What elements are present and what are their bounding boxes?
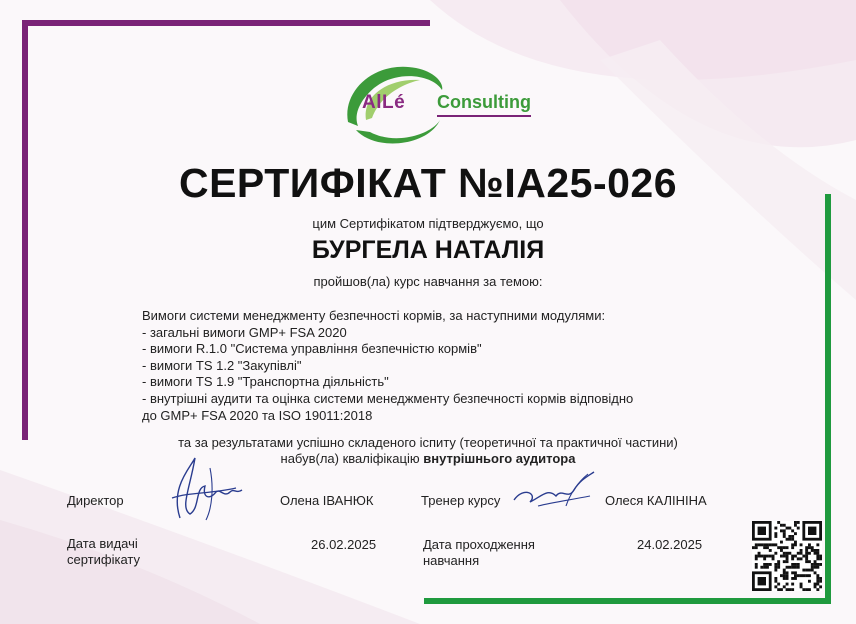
passed-text: пройшов(ла) курс навчання за темою: — [313, 274, 543, 289]
result-text — [0, 435, 856, 467]
training-date: 24.02.2025 — [637, 537, 703, 552]
trainer-signature-icon — [508, 466, 598, 516]
course-heading: Вимоги системи менеджменту безпечності кормів, за наступними модулями: — [142, 308, 606, 323]
frame-bottom-green — [424, 598, 831, 604]
qr-code-icon[interactable] — [752, 521, 822, 591]
logo-brand: AlLé — [362, 92, 406, 113]
course-module: - вимоги R.1.0 "Система управління безпечністю кормів" — [142, 341, 482, 357]
frame-top-purple — [22, 20, 430, 26]
trainer-name: Олеся КАЛІНІНА — [605, 493, 707, 508]
course-module: - вимоги TS 1.9 "Транспортна діяльність" — [142, 374, 389, 390]
result-line-1: та за результатами успішно складеного іспиту (теоретичної та практичної частини) — [178, 435, 678, 450]
result-line-2: набув(ла) кваліфікацію внутрішнього аудитора — [280, 451, 576, 466]
certificate-title: СЕРТИФІКАТ №IA25-026 — [178, 160, 678, 206]
issue-date: 26.02.2025 — [311, 537, 377, 552]
confirm-text: цим Сертифікатом підтверджуємо, що — [312, 216, 544, 231]
director-label: Директор — [67, 493, 124, 508]
qualification: внутрішнього аудитора — [423, 451, 576, 466]
logo-underline — [437, 115, 531, 117]
course-module: до GMP+ FSA 2020 та ISO 19011:2018 — [142, 407, 373, 423]
training-date-label: Дата проходження навчання — [423, 537, 535, 568]
issue-date-label: Дата видачі сертифікату — [67, 536, 140, 567]
course-description — [142, 308, 752, 424]
trainer-label: Тренер курсу — [421, 493, 501, 508]
recipient-name: БУРГЕЛА НАТАЛІЯ — [311, 236, 545, 264]
course-module: - внутрішні аудити та оцінка системи менеджменту безпечності кормів відповідно — [142, 390, 634, 406]
course-module: - вимоги TS 1.2 "Закупівлі" — [142, 357, 302, 373]
course-module: - загальні вимоги GMP+ FSA 2020 — [142, 324, 347, 340]
director-name: Олена ІВАНЮК — [280, 493, 374, 508]
logo-consulting: Consulting — [437, 92, 531, 112]
director-signature-icon — [150, 448, 260, 528]
